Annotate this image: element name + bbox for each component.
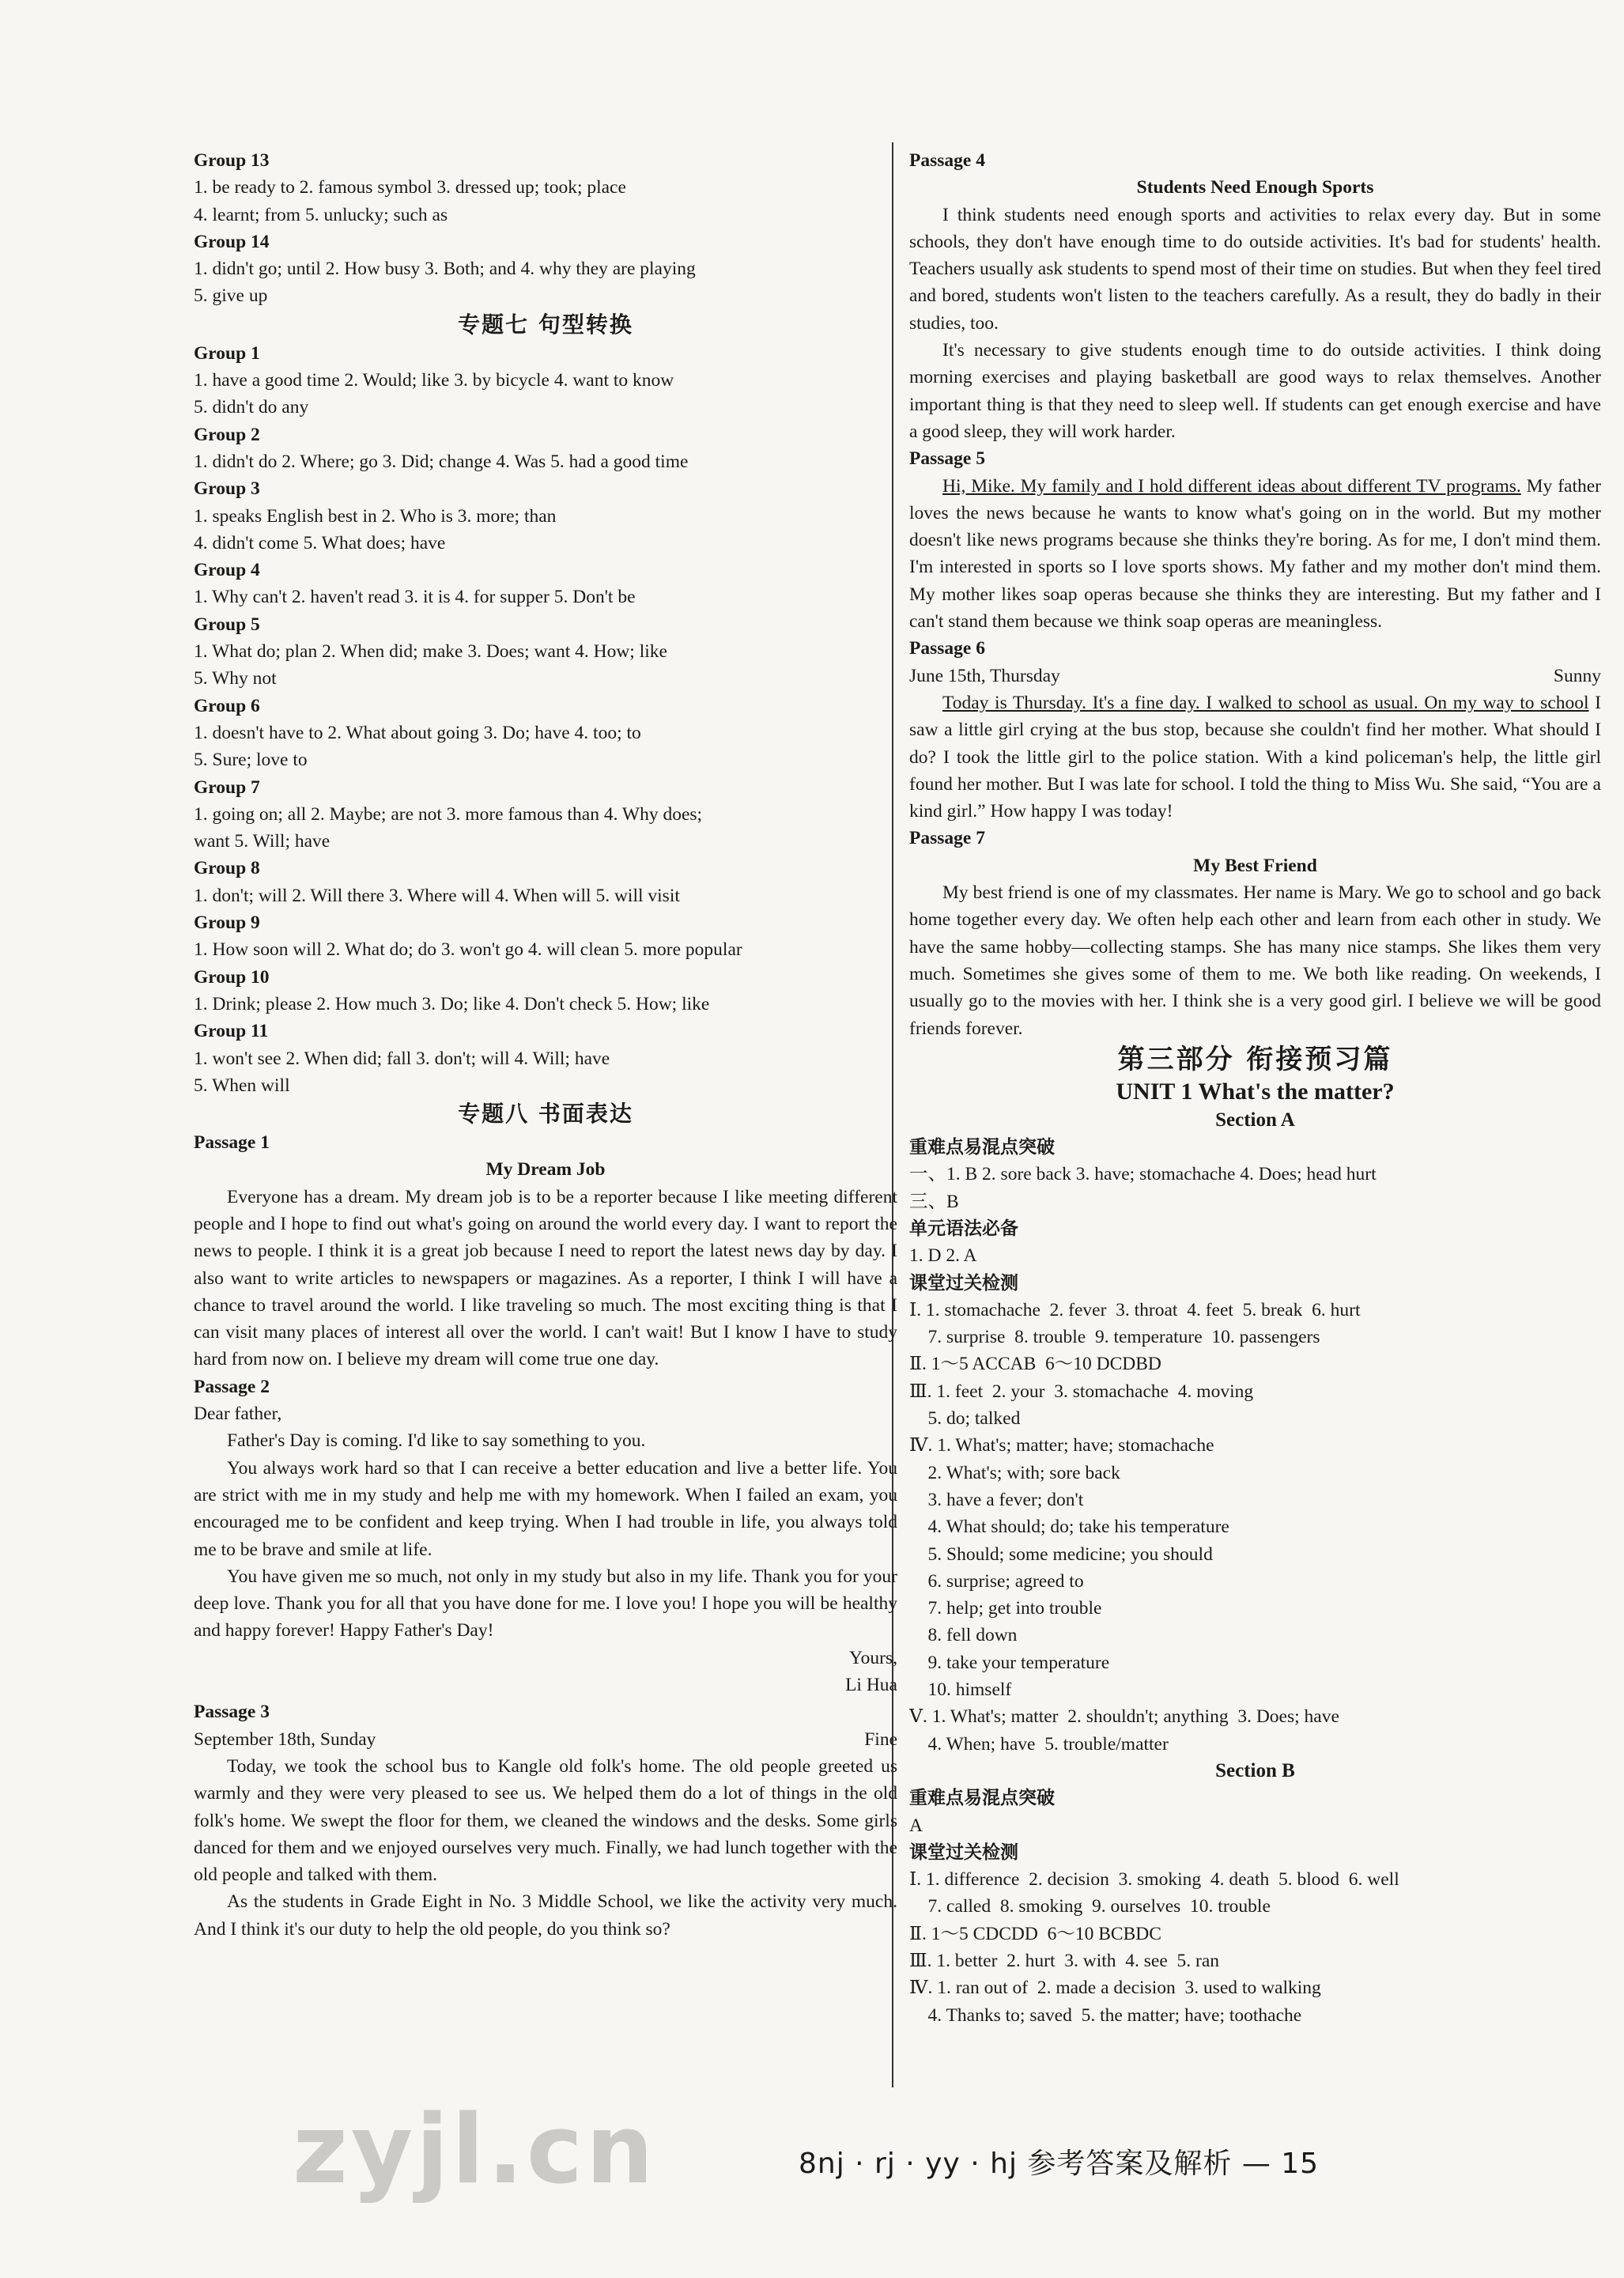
group-answer-line: 5. Sure; love to: [194, 750, 308, 771]
answer-row: Ⅲ. 1. better 2. hurt 3. with 4. see 5. ran: [909, 1951, 1220, 1971]
passage3-p2: As the students in Grade Eight in No. 3 Middle School, we like the activity very much. And I think it's our duty to help the old people, do you think so?: [194, 1891, 897, 1940]
group-answer-line: 1. didn't do 2. Where; go 3. Did; change 4. Was 5. had a good time: [194, 451, 689, 472]
group-answer-line: 1. What do; plan 2. When did; make 3. Does; want 4. How; like: [194, 641, 667, 663]
passage2-closing: Yours,: [849, 1647, 897, 1668]
left-column: [194, 147, 897, 1943]
passage7-title: My Best Friend: [1193, 855, 1317, 876]
page-footer: 8nj · rj · yy · hj 参考答案及解析 — 15: [799, 2148, 1320, 2180]
group-answer-line: 4. didn't come 5. What does; have: [194, 532, 446, 553]
group-title: Group 10: [194, 966, 270, 988]
answer-row: Ⅱ. 1～5 ACCAB 6～10 DCDBD: [909, 1354, 1161, 1375]
group-answer-line: 1. don't; will 2. Will there 3. Where will 4. When will 5. will visit: [194, 885, 680, 906]
group-title: Group 14: [194, 231, 270, 252]
passage6-weather: Sunny: [1553, 665, 1601, 686]
sectionB-line-1: A: [909, 1815, 923, 1836]
group-answer-line: want 5. Will; have: [194, 831, 330, 852]
group-answer-line: 1. won't see 2. When did; fall 3. don't; will 4. Will; have: [194, 1048, 610, 1069]
sectionA-heading-3: 课堂过关检测: [909, 1272, 1018, 1294]
group-title: Group 6: [194, 695, 260, 716]
passage6-date: June 15th, Thursday: [909, 665, 1060, 686]
answer-row: 3. have a fever; don't: [909, 1489, 1084, 1510]
groups-block-b: [194, 340, 897, 1099]
group-title: Group 2: [194, 424, 260, 445]
sectionB-heading-1: 重难点易混点突破: [909, 1788, 1055, 1809]
answer-row: Ⅰ. 1. stomachache 2. fever 3. throat 4. feet 5. break 6. hurt: [909, 1299, 1361, 1320]
group-answer-line: 1. speaks English best in 2. Who is 3. more; than: [194, 505, 557, 527]
passage6-label: Passage 6: [909, 638, 985, 659]
passage4-p1: I think students need enough sports and activities to relax every day. But in some schools, they don't have enough time to do outside activities. It's bad for students' health. Teachers usually ask students to spend most of their time on studies. But when they feel tired and bored, students won't listen to the teachers carefully. As a result, they do badly in their studies, too.: [909, 204, 1601, 334]
passage1-text: Everyone has a dream. My dream job is to be a reporter because I like meeting different people and I hope to find out what's going on around the world every day. I want to report the news to people. I think it is a great job because I need to report the latest news day by day. I also want to write articles to newspapers or magazines. As a reporter, I think I will have a chance to travel around the world. I like traveling so much. The most exciting thing is that I can visit many places of interest all over the world. I can't wait! But I know I have to study hard from now on. I believe my dream will come true one day.: [194, 1186, 897, 1370]
passage2-greeting: Dear father,: [194, 1403, 282, 1425]
passage3-p1: Today, we took the school bus to Kangle old folk's home. The old people greeted us warmly and they were very pleased to see us. We helped them do a lot of things in the old folk's home. We swept the floor for them, we cleaned the windows and the desks. Some girls danced for them and we enjoyed ourselves very much. Finally, we had lunch together with the old people and talked with them.: [194, 1755, 897, 1886]
group-title: Group 3: [194, 478, 260, 500]
answer-row: 8. fell down: [909, 1625, 1018, 1646]
answer-row: Ⅰ. 1. difference 2. decision 3. smoking 4. death 5. blood 6. well: [909, 1869, 1399, 1891]
passage2-p1: Father's Day is coming. I'd like to say something to you.: [227, 1430, 646, 1452]
answer-row: 6. surprise; agreed to: [909, 1570, 1084, 1592]
sectionB-title: Section B: [1215, 1759, 1295, 1781]
passage5-text: [909, 473, 1601, 636]
group-answer-line: 5. Why not: [194, 668, 277, 689]
answer-row: 2. What's; with; sore back: [909, 1462, 1120, 1483]
passage5-rest: My father loves the news because he wants to know what's going on in the world. But my mother doesn't like news programs because she thinks they're boring. As for me, I don't mind them. I'm interested in sports so I love sports shows. My father and my mother don't mind them. My mother likes soap operas because she thinks they are interesting. But my father and I can't stand them because we think soap operas are meaningless.: [909, 475, 1601, 633]
sectionA-rows: [909, 1297, 1601, 1758]
sectionA-title: Section A: [1215, 1109, 1295, 1131]
passage1-label: Passage 1: [194, 1132, 270, 1154]
group-title: Group 5: [194, 614, 260, 635]
unit1-title: UNIT 1 What's the matter?: [1116, 1078, 1395, 1105]
watermark-text: zyjl.cn: [293, 2095, 657, 2205]
answer-row: 4. What should; do; take his temperature: [909, 1517, 1229, 1538]
passage2-p3: You have given me so much, not only in my study but also in my life. Thank you for your deep love. Thank you for all that you have done for me. I love you! I hope you will be healthy and happy forever! Happy Father's Day!: [194, 1566, 897, 1641]
group-answer-line: 1. be ready to 2. famous symbol 3. dressed up; took; place: [194, 177, 626, 198]
group-title: Group 1: [194, 342, 260, 364]
answer-row: 4. When; have 5. trouble/matter: [909, 1733, 1169, 1755]
topic8-title: 专题八 书面表达: [458, 1101, 633, 1128]
group-title: Group 11: [194, 1021, 269, 1042]
part3-title: 第三部分 衔接预习篇: [1117, 1043, 1393, 1075]
group-answer-line: 5. didn't do any: [194, 397, 309, 418]
passage4-p2: It's necessary to give students enough time to do outside activities. I think doing morning exercises and playing basketball are good ways to relax themselves. Another important thing is that they need to sleep well. If students can get enough exercise and have a good sleep, they will work harder.: [909, 340, 1601, 442]
group-answer-line: 4. learnt; from 5. unlucky; such as: [194, 204, 448, 225]
group-answer-line: 1. Why can't 2. haven't read 3. it is 4. for supper 5. Don't be: [194, 587, 636, 608]
group-title: Group 13: [194, 150, 270, 171]
answer-row: 5. do; talked: [909, 1408, 1021, 1430]
group-answer-line: 1. Drink; please 2. How much 3. Do; like 4. Don't check 5. How; like: [194, 993, 710, 1014]
passage2-p2: You always work hard so that I can receive a better education and live a better life. You are strict with me in my study and help me with my homework. When I failed an exam, you encouraged me to be confident and keep trying. When I had trouble in life, you always told me to be brave and smile at life.: [194, 1457, 897, 1560]
answer-row: Ⅴ. 1. What's; matter 2. shouldn't; anything 3. Does; have: [909, 1706, 1339, 1728]
right-column: [909, 147, 1601, 2029]
answer-row: 7. called 8. smoking 9. ourselves 10. trouble: [909, 1896, 1271, 1917]
group-title: Group 9: [194, 912, 260, 934]
passage5-underlined: Hi, Mike. My family and I hold different ideas about different TV programs.: [942, 475, 1521, 497]
answer-row: 7. surprise 8. trouble 9. temperature 10. passengers: [909, 1327, 1320, 1348]
passage5-label: Passage 5: [909, 448, 985, 470]
group-answer-line: 1. doesn't have to 2. What about going 3. Do; have 4. too; to: [194, 722, 641, 743]
passage6-rest: I saw a little girl crying at the bus stop, because she couldn't find her mother. What should I do? I took the little girl to the police station. With a kind policeman's help, the little girl found her mother. But I was late for school. I told the thing to Miss Wu. She said, “You are a kind girl.” How happy I was today!: [909, 692, 1601, 822]
group-answer-line: 1. have a good time 2. Would; like 3. by bicycle 4. want to know: [194, 370, 674, 391]
group-answer-line: 5. give up: [194, 285, 268, 307]
passage6-text: [909, 689, 1601, 825]
passage6-header: [909, 663, 1601, 689]
sectionA-heading-1: 重难点易混点突破: [909, 1137, 1055, 1158]
answer-row: Ⅳ. 1. ran out of 2. made a decision 3. used to walking: [909, 1978, 1321, 1999]
passage3-label: Passage 3: [194, 1702, 270, 1723]
answer-row: Ⅱ. 1～5 CDCDD 6～10 BCBDC: [909, 1923, 1161, 1944]
passage3-header: [194, 1726, 897, 1753]
answer-row: Ⅳ. 1. What's; matter; have; stomachache: [909, 1435, 1214, 1456]
group-title: Group 7: [194, 776, 260, 798]
sectionB-rows: [909, 1866, 1601, 2029]
topic7-title: 专题七 句型转换: [458, 311, 633, 338]
answer-row: 10. himself: [909, 1679, 1012, 1701]
answer-row: 5. Should; some medicine; you should: [909, 1543, 1213, 1565]
group-title: Group 4: [194, 560, 260, 581]
answer-row: 7. help; get into trouble: [909, 1598, 1102, 1619]
passage7-text: My best friend is one of my classmates. Her name is Mary. We go to school and go back home together every day. We often help each other and learn from each other in study. We have the same hobby—collecting stamps. She has many nice stamps. She likes them very much. Sometimes she gives some of them to me. We both like reading. On weekends, I usually go to the movies with her. I think she is a very good girl. I believe we will be good friends forever.: [909, 882, 1601, 1039]
groups-block-a: [194, 147, 897, 310]
group-answer-line: 1. going on; all 2. Maybe; are not 3. more famous than 4. Why does;: [194, 803, 703, 825]
passage6-underlined: Today is Thursday. It's a fine day. I walked to school as usual. On my way to school: [942, 692, 1589, 713]
passage1-title: My Dream Job: [485, 1159, 606, 1181]
passage4-label: Passage 4: [909, 150, 985, 171]
group-title: Group 8: [194, 858, 260, 879]
sectionB-heading-2: 课堂过关检测: [909, 1842, 1018, 1863]
sectionA-line-2: 三、B: [909, 1191, 959, 1212]
passage7-label: Passage 7: [909, 828, 985, 849]
passage2-label: Passage 2: [194, 1376, 270, 1397]
passage4-title: Students Need Enough Sports: [1136, 177, 1374, 198]
passage3-weather: Fine: [864, 1728, 897, 1750]
answer-row: Ⅲ. 1. feet 2. your 3. stomachache 4. moving: [909, 1381, 1254, 1402]
group-answer-line: 1. How soon will 2. What do; do 3. won't go 4. will clean 5. more popular: [194, 939, 742, 961]
passage2-signature: Li Hua: [845, 1675, 897, 1696]
passage3-date: September 18th, Sunday: [194, 1728, 376, 1750]
answer-row: 9. take your temperature: [909, 1652, 1110, 1673]
group-answer-line: 5. When will: [194, 1075, 290, 1096]
answer-row: 4. Thanks to; saved 5. the matter; have; toothache: [909, 2004, 1302, 2026]
group-answer-line: 1. didn't go; until 2. How busy 3. Both; and 4. why they are playing: [194, 259, 696, 280]
sectionA-line-1: 一、1. B 2. sore back 3. have; stomachache 4. Does; head hurt: [909, 1164, 1377, 1185]
sectionA-line-3: 1. D 2. A: [909, 1245, 977, 1267]
sectionA-heading-2: 单元语法必备: [909, 1218, 1018, 1239]
